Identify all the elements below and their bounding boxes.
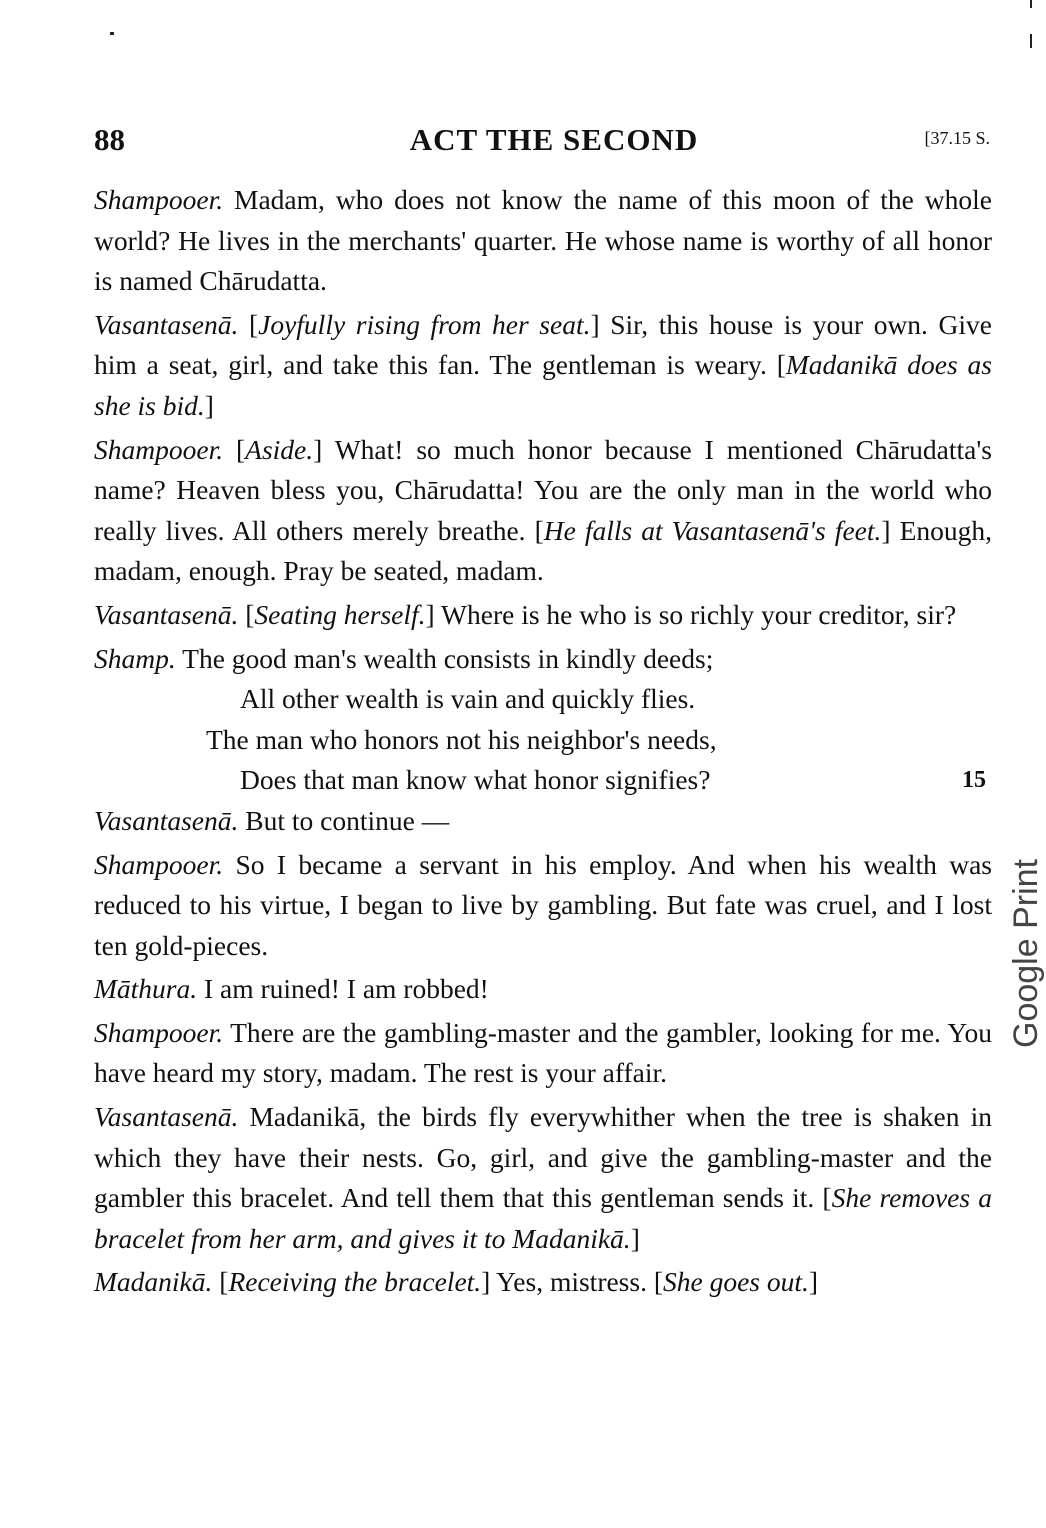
dialogue-text: ] — [808, 1266, 819, 1298]
scan-edge-mark — [1030, 0, 1032, 8]
verse-text: Does that man know what honor signifies? — [240, 764, 711, 796]
stage-direction: Madanikā does as she is bid. — [94, 349, 992, 421]
dialogue-text: ] Enough, madam, enough. Pray be seated, madam. — [94, 514, 992, 587]
dialogue-paragraph — [94, 845, 992, 967]
scan-edge-mark — [1030, 34, 1032, 48]
dialogue-text: ] — [630, 1222, 640, 1254]
dialogue-text: But to continue — — [238, 804, 450, 836]
verse-text: The good man's wealth consists in kindly deeds; — [182, 642, 714, 674]
speaker-name: Shampooer. — [94, 184, 224, 215]
speaker-name: Shampooer. — [94, 433, 224, 465]
dialogue-text: [ — [212, 1266, 229, 1298]
dialogue-text: Madam, who does not know the name of this moon of the whole world? He lives in the merchants' quarter. He whose name is worthy of all honor is named Chārudatta. — [94, 184, 992, 297]
speaker-name: Vasantasenā. — [94, 308, 239, 340]
dialogue-paragraph — [94, 305, 992, 427]
dialogue-text: [ — [238, 308, 259, 340]
speaker-name: Vasantasenā. — [94, 804, 239, 836]
page-body — [94, 180, 992, 1306]
running-head — [94, 122, 994, 162]
speaker-name: Shampooer. — [94, 1016, 224, 1048]
verse-block — [94, 639, 992, 801]
stage-direction: Joyfully rising from her seat. — [258, 308, 591, 340]
dialogue-paragraph — [94, 1097, 992, 1259]
speaker-name: Shamp. — [94, 642, 176, 674]
page-title: ACT THE SECOND — [409, 122, 699, 157]
stage-direction: Aside. — [245, 433, 314, 465]
line-number: 15 — [962, 767, 986, 794]
speaker-name: Māthura. — [94, 973, 198, 1005]
stage-direction: She removes a bracelet from her arm, and gives it to Madanikā. — [94, 1182, 993, 1254]
stage-direction: Receiving the bracelet. — [228, 1266, 482, 1298]
dialogue-paragraph — [94, 595, 992, 636]
dialogue-block — [94, 801, 992, 1303]
dialogue-paragraph — [94, 969, 992, 1010]
stage-direction: He falls at Vasantasenā's feet. — [543, 514, 882, 546]
dialogue-text: [ — [223, 433, 246, 465]
speaker-name: Vasantasenā. — [94, 598, 239, 630]
dialogue-paragraph — [94, 1013, 992, 1094]
speaker-name: Vasantasenā. — [94, 1101, 239, 1133]
dialogue-paragraph — [94, 180, 992, 302]
dialogue-paragraph — [94, 1262, 992, 1303]
dialogue-text: There are the gambling-master and the gambler, looking for me. You have heard my story, madam. The rest is your affair. — [94, 1016, 992, 1089]
page-number: 88 — [94, 122, 125, 157]
dialogue-text: ] — [204, 389, 214, 421]
verse-line — [94, 679, 992, 720]
verse-line — [94, 720, 992, 761]
watermark: Google Print — [1007, 859, 1045, 1048]
scan-speck — [110, 32, 114, 35]
verse-line — [94, 760, 992, 801]
speaker-name: Madanikā. — [94, 1266, 213, 1298]
stage-direction: Seating herself. — [254, 598, 426, 630]
dialogue-text: ] Where is he who is so richly your creditor, sir? — [425, 598, 957, 630]
dialogue-text: ] Sir, this house is your own. Give him a seat, girl, and take this fan. The gentleman is weary. [ — [94, 308, 992, 381]
dialogue-text: I am ruined! I am robbed! — [197, 973, 489, 1005]
section-reference: [37.15 S. — [924, 128, 990, 148]
dialogue-text: [ — [238, 598, 255, 630]
dialogue-paragraph — [94, 430, 992, 592]
verse-text: All other wealth is vain and quickly flies. — [240, 683, 696, 715]
dialogue-text: ] What! so much honor because I mentioned Chārudatta's name? Heaven bless you, Chārudatta! You are the only man in the world who really lives. All others merely breathe. [ — [94, 433, 992, 546]
dialogue-text: So I became a servant in his employ. And when his wealth was reduced to his virtue, I began to live by gambling. But fate was cruel, and I lost ten gold-pieces. — [94, 848, 992, 961]
dialogue-text: Madanikā, the birds fly everywhither when the tree is shaken in which they have their nests. Go, girl, and give the gambling-master and the gambler this bracelet. And tell them that this gentleman sends it. [ — [94, 1101, 992, 1214]
dialogue-block — [94, 180, 992, 636]
verse-line — [94, 639, 992, 680]
verse-text: The man who honors not his neighbor's needs, — [206, 723, 717, 755]
dialogue-paragraph — [94, 801, 992, 842]
stage-direction: She goes out. — [663, 1266, 809, 1298]
speaker-name: Shampooer. — [94, 848, 224, 880]
dialogue-text: ] Yes, mistress. [ — [481, 1266, 663, 1298]
